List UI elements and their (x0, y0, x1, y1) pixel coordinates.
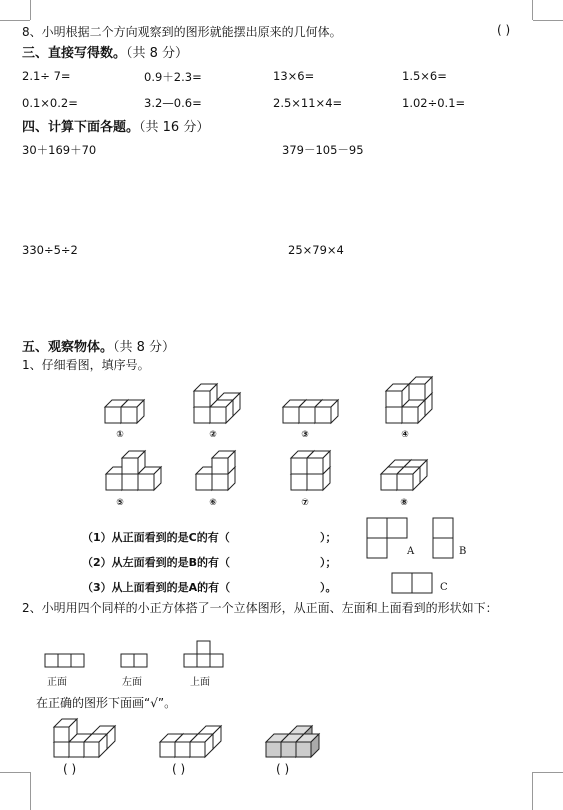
answer-bracket[interactable]: ( ) (172, 762, 186, 776)
calc-item: 2.1÷ 7= (22, 69, 71, 83)
calc-item: 0.9＋2.3= (144, 70, 202, 84)
cube-front (69, 742, 84, 757)
figure-number: ⑦ (301, 498, 309, 508)
answer-bracket[interactable]: ( ) (276, 762, 290, 776)
view-square (197, 641, 210, 654)
section-5-title: 五、观察物体。（共 8 分） (22, 340, 176, 355)
view-square (121, 654, 134, 667)
view-square (58, 654, 71, 667)
sub-question-2: （2）从左面看到的是B的有（ (82, 556, 231, 569)
sub-question-end: ）； (320, 531, 337, 544)
cube-front (281, 742, 296, 757)
cube-front (386, 391, 402, 407)
figure-number: ③ (301, 430, 309, 440)
calc-item: 1.02÷0.1= (402, 96, 466, 110)
cube-front (291, 474, 307, 490)
calc-item: 0.1×0.2= (22, 96, 78, 110)
view-square (45, 654, 58, 667)
cube-front (409, 384, 425, 400)
view-square (387, 518, 407, 538)
cube-front (160, 742, 175, 757)
calc-item: 1.5×6= (402, 69, 447, 83)
cube-front (194, 407, 210, 423)
question-8: 8、小明根据二个方向观察到的图形就能摆出原来的几何体。 (22, 25, 342, 39)
question-5-1: 1、仔细看图，填序号。 (22, 358, 150, 372)
calc-item: 25×79×4 (288, 243, 344, 257)
sub-question-3: （3）从上面看到的是A的有（ (82, 581, 231, 594)
view-name-front: 正面 (47, 677, 67, 688)
cube-front (307, 458, 323, 474)
answer-bracket: ( ) (497, 23, 511, 37)
cube-front (106, 474, 122, 490)
cube-front (299, 407, 315, 423)
cube-front (402, 407, 418, 423)
calc-item: 330÷5÷2 (22, 243, 78, 257)
instruction: 在正确的图形下面画“√”。 (36, 696, 177, 710)
figure-number: ⑤ (116, 498, 124, 508)
cube-front (194, 391, 210, 407)
sub-question-end: ）。 (320, 581, 337, 594)
view-name-top: 上面 (190, 677, 210, 688)
cube-front (307, 474, 323, 490)
cube-front (212, 458, 228, 474)
figure-number: ⑥ (209, 498, 217, 508)
view-square (71, 654, 84, 667)
view-square (367, 538, 387, 558)
view-letter: B (459, 546, 467, 557)
view-square (367, 518, 387, 538)
view-square (433, 538, 453, 558)
cube-front (386, 407, 402, 423)
view-letter: C (440, 582, 448, 593)
cube-front (84, 742, 99, 757)
view-name-left: 左面 (122, 677, 142, 688)
cube-front (122, 458, 138, 474)
cube-front (210, 407, 226, 423)
view-square (197, 654, 210, 667)
figure-number: ⑧ (400, 498, 408, 508)
figure-number: ② (209, 430, 217, 440)
view-square (134, 654, 147, 667)
cube-front (121, 407, 137, 423)
view-letter: A (407, 546, 415, 557)
view-square (184, 654, 197, 667)
cube-front (54, 727, 69, 742)
cube-front (397, 474, 413, 490)
cube-front (105, 407, 121, 423)
cube-front (138, 474, 154, 490)
cube-front (296, 742, 311, 757)
calc-item: 13×6= (273, 69, 315, 83)
cube-front (283, 407, 299, 423)
answer-bracket[interactable]: ( ) (63, 762, 77, 776)
cube-front (122, 474, 138, 490)
cube-front (266, 742, 281, 757)
calc-item: 379－105－95 (282, 143, 364, 157)
cube-front (291, 458, 307, 474)
calc-item: 3.2—0.6= (144, 96, 202, 110)
calc-item: 30＋169＋70 (22, 143, 97, 157)
view-square (433, 518, 453, 538)
section-3-title: 三、直接写得数。（共 8 分） (22, 46, 189, 61)
sub-question-end: ）； (320, 556, 337, 569)
view-square (210, 654, 223, 667)
sub-question-1: （1）从正面看到的是C的有（ (82, 531, 230, 544)
figure-number: ④ (401, 430, 409, 440)
figure-number: ① (116, 430, 124, 440)
cube-front (196, 474, 212, 490)
calc-item: 2.5×11×4= (273, 96, 343, 110)
section-4-title: 四、计算下面各题。（共 16 分） (22, 120, 210, 135)
cube-front (212, 474, 228, 490)
cube-front (54, 742, 69, 757)
view-square (392, 573, 412, 593)
cube-front (175, 742, 190, 757)
view-square (412, 573, 432, 593)
cube-front (315, 407, 331, 423)
question-5-2-line1: 2、小明用四个同样的小正方体搭了一个立体图形，从正面、左面和上面看到的形状如下： (22, 601, 498, 615)
cube-front (190, 742, 205, 757)
cube-front (381, 474, 397, 490)
